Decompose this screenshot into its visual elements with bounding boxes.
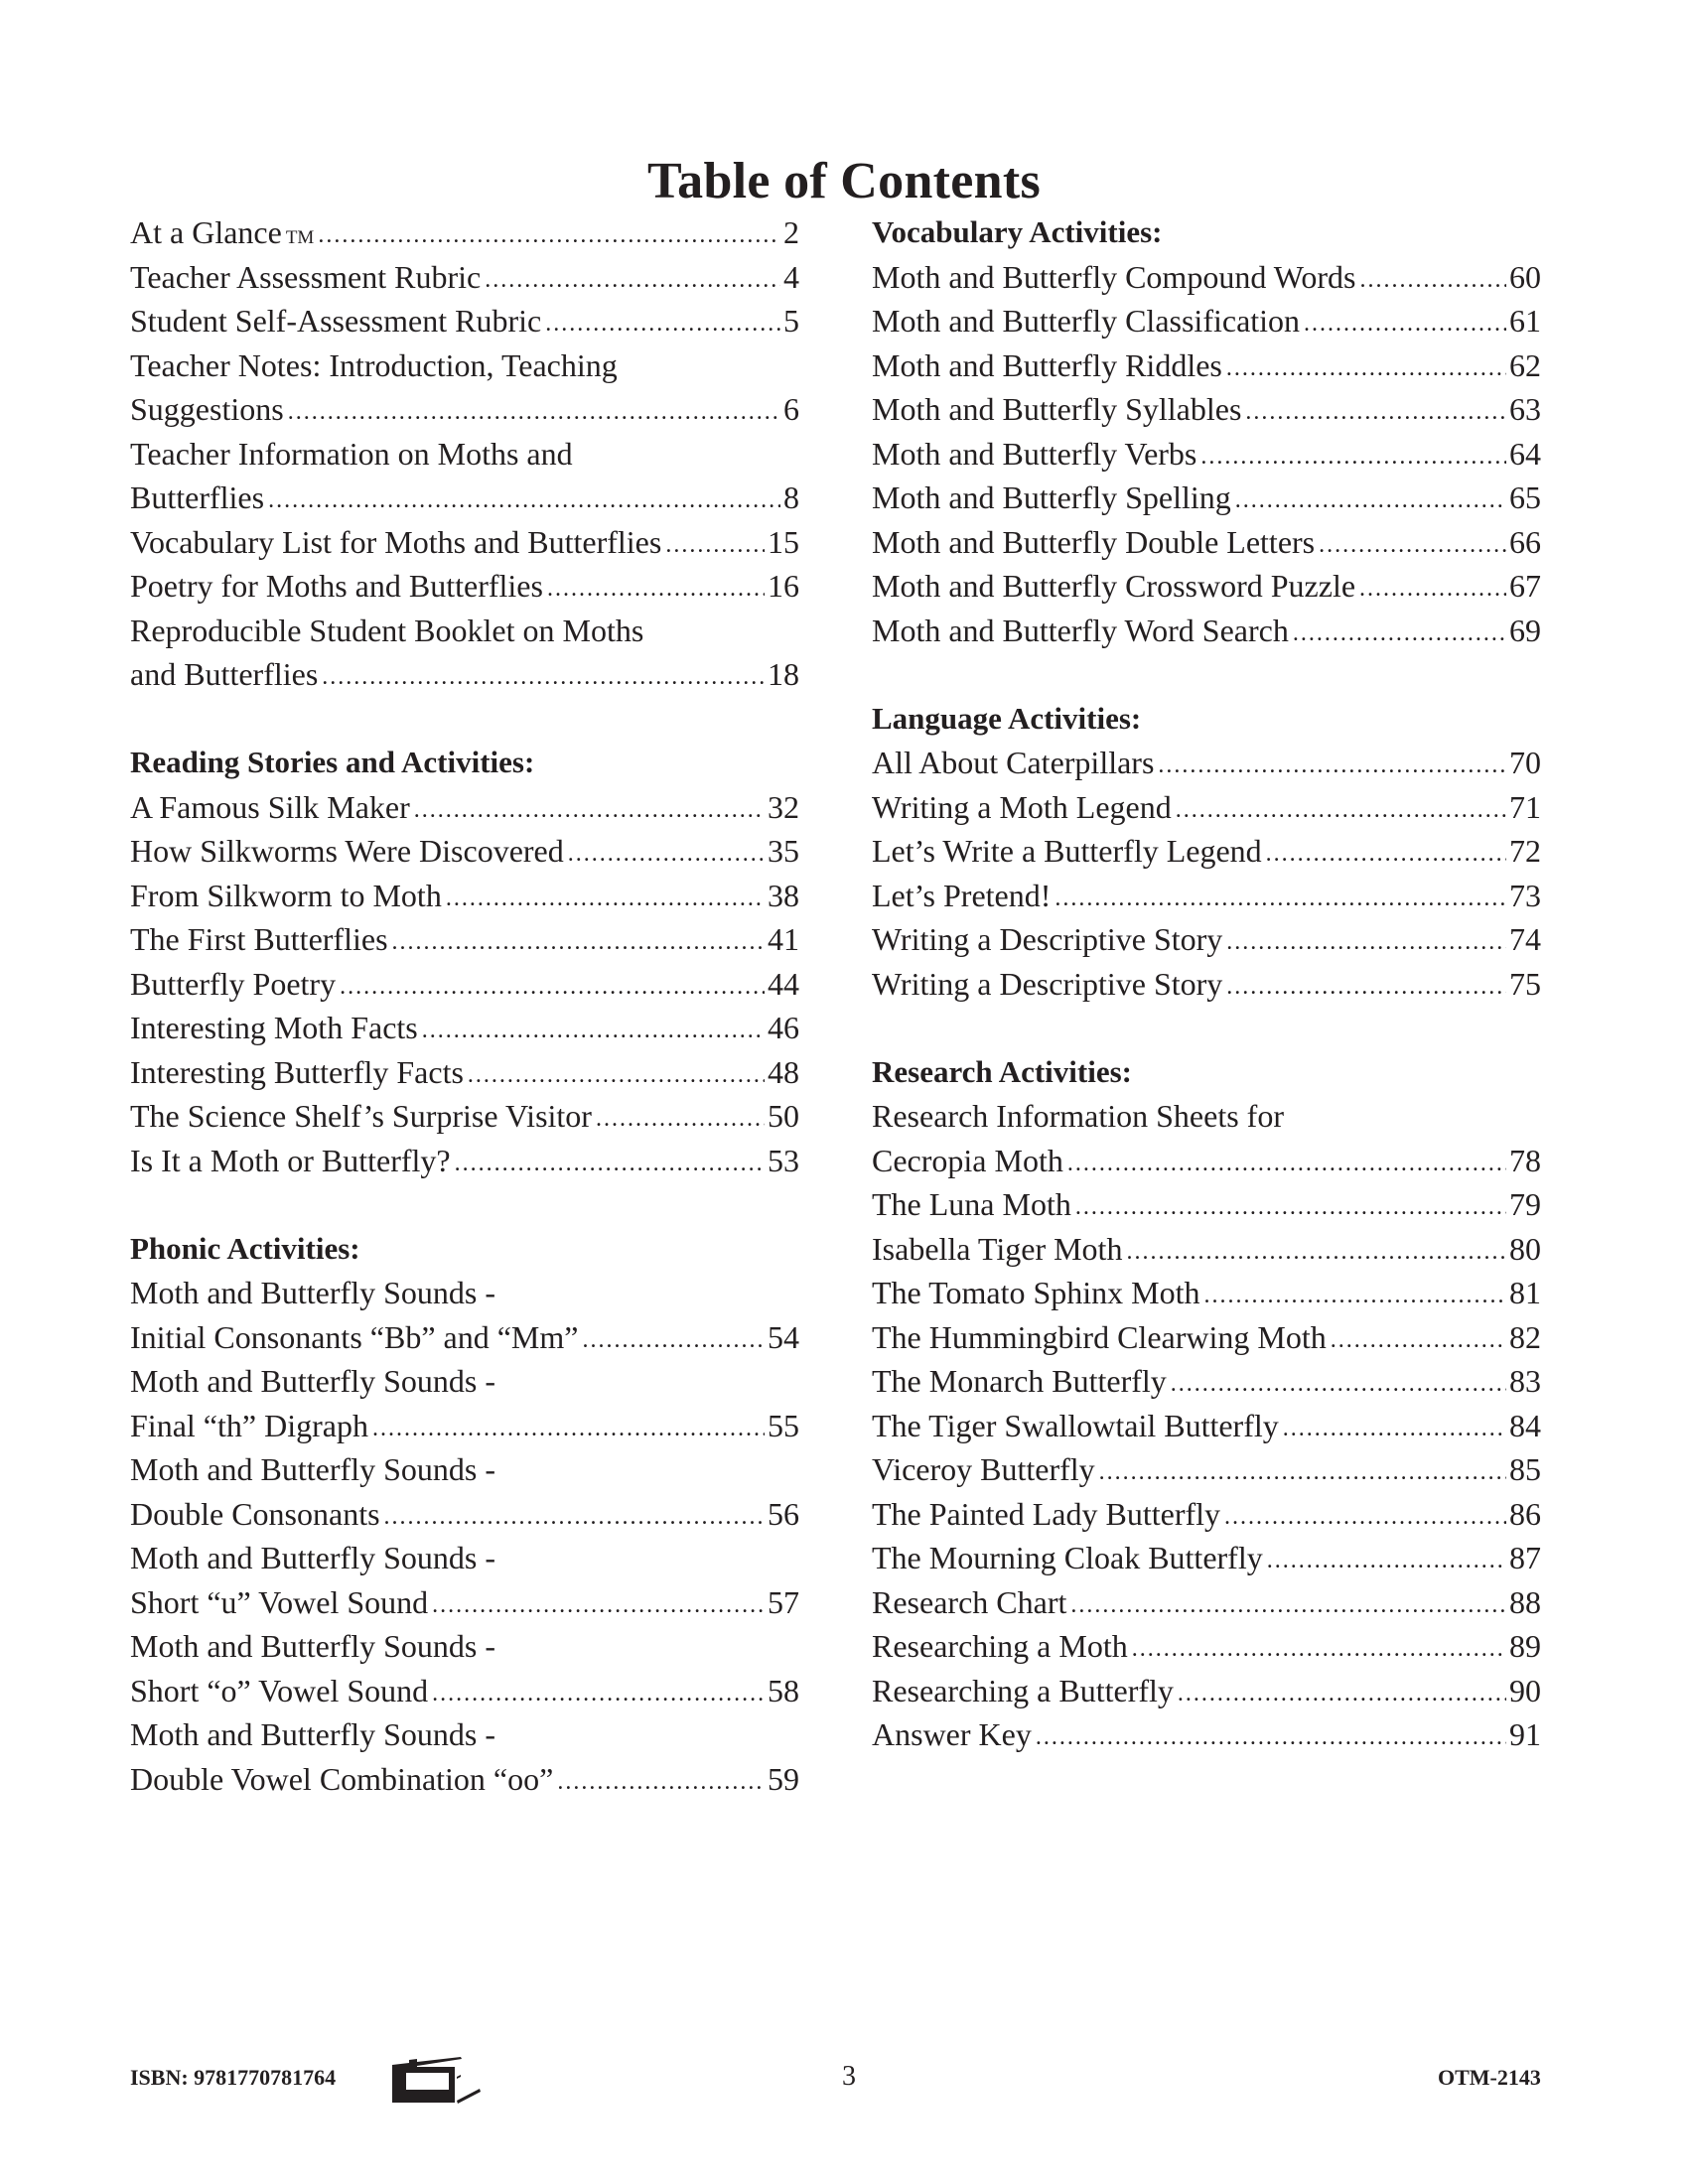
toc-entry[interactable] [130, 1669, 799, 1713]
dot-leader [1266, 832, 1506, 877]
entry-page-number: 62 [1509, 346, 1541, 383]
dot-leader [422, 1009, 765, 1053]
dot-leader [392, 920, 765, 965]
toc-entry[interactable] [872, 387, 1541, 432]
entry-title: Interesting Butterfly Facts [130, 1053, 464, 1090]
section-heading-label: Phonic Activities: [130, 1230, 360, 1266]
entry-title: Moth and Butterfly Syllables [872, 391, 1242, 427]
entry-title: The Tomato Sphinx Moth [872, 1275, 1200, 1310]
entry-page-number: 44 [768, 965, 799, 1002]
entry-title: Writing a Descriptive Story [872, 921, 1223, 957]
entry-page-number: 82 [1509, 1318, 1541, 1355]
toc-entry[interactable] [872, 1227, 1541, 1272]
entry-title: Moth and Butterfly Sounds - [130, 1716, 495, 1752]
section-heading-label: Research Activities: [872, 1053, 1132, 1089]
toc-entry[interactable] [130, 387, 799, 432]
toc-entry[interactable] [872, 1536, 1541, 1580]
entry-page-number: 88 [1509, 1583, 1541, 1620]
entry-title: The Science Shelf’s Surprise Visitor [130, 1098, 592, 1134]
entry-title: From Silkworm to Moth [130, 877, 442, 913]
toc-entry-continued [130, 1359, 799, 1404]
toc-entry[interactable] [130, 1757, 799, 1802]
entry-page-number: 91 [1509, 1716, 1541, 1752]
dot-leader [318, 213, 780, 258]
entry-page-number: 59 [768, 1760, 799, 1797]
entry-title: Moth and Butterfly Sounds - [130, 1628, 495, 1664]
toc-entry-continued [130, 1712, 799, 1757]
entry-page-number: 70 [1509, 745, 1541, 780]
entry-title: Moth and Butterfly Classification [872, 303, 1301, 339]
entry-page-number: 4 [783, 258, 799, 295]
isbn-label: ISBN: 9781770781764 [130, 2065, 337, 2090]
entry-title: A Famous Silk Maker [130, 788, 410, 825]
toc-entry[interactable] [130, 210, 799, 255]
toc-entry[interactable] [872, 255, 1541, 300]
section-heading-label: Reading Stories and Activities: [130, 745, 535, 779]
toc-entry[interactable] [872, 1492, 1541, 1537]
entry-title: Moth and Butterfly Spelling [872, 479, 1231, 515]
entry-page-number: 18 [768, 656, 799, 692]
entry-title: Teacher Notes: Introduction, Teaching [130, 346, 618, 383]
dot-leader [1319, 523, 1506, 568]
photocopier-icon [385, 2057, 485, 2105]
toc-spacer [130, 697, 799, 742]
toc-entry[interactable] [130, 962, 799, 1007]
toc-entry[interactable] [872, 343, 1541, 388]
dot-leader [1075, 1185, 1506, 1230]
toc-entry[interactable] [872, 785, 1541, 830]
dot-leader [1178, 1672, 1506, 1716]
entry-page-number: 81 [1509, 1275, 1541, 1310]
entry-title: The First Butterflies [130, 921, 388, 957]
entry-page-number: 63 [1509, 391, 1541, 427]
entry-title: Moth and Butterfly Word Search [872, 612, 1289, 648]
dot-leader [1200, 435, 1506, 479]
entry-title: Initial Consonants “Bb” and “Mm” [130, 1318, 579, 1355]
entry-page-number: 71 [1509, 788, 1541, 825]
toc-entry[interactable] [872, 917, 1541, 962]
toc-section-heading [872, 697, 1541, 742]
entry-page-number: 53 [768, 1142, 799, 1178]
dot-leader [1099, 1450, 1506, 1495]
entry-title: Writing a Moth Legend [872, 788, 1172, 825]
entry-page-number: 8 [783, 479, 799, 515]
toc-entry[interactable] [130, 520, 799, 565]
section-heading-label: Vocabulary Activities: [872, 214, 1163, 249]
dot-leader [1267, 1539, 1506, 1583]
toc-entry[interactable] [872, 874, 1541, 918]
entry-title: Moth and Butterfly Compound Words [872, 258, 1356, 295]
entry-title: Researching a Moth [872, 1628, 1128, 1664]
entry-page-number: 78 [1509, 1142, 1541, 1178]
entry-page-number: 79 [1509, 1186, 1541, 1222]
entry-page-number: 58 [768, 1672, 799, 1708]
toc-entry-continued [872, 1094, 1541, 1139]
toc-section-heading [130, 1227, 799, 1272]
entry-title: Moth and Butterfly Sounds - [130, 1363, 495, 1399]
dot-leader [1226, 965, 1506, 1010]
entry-title: Let’s Write a Butterfly Legend [872, 833, 1262, 869]
entry-title: Is It a Moth or Butterfly? [130, 1142, 451, 1178]
toc-section-heading [130, 741, 799, 785]
toc-entry[interactable] [872, 520, 1541, 565]
dot-leader [340, 965, 765, 1010]
entry-title: Moth and Butterfly Sounds - [130, 1451, 495, 1487]
entry-title: Moth and Butterfly Crossword Puzzle [872, 568, 1356, 604]
dot-leader [1226, 920, 1506, 965]
toc-entry-continued [130, 432, 799, 477]
entry-title: At a Glance [130, 214, 282, 250]
entry-title: Short “u” Vowel Sound [130, 1583, 429, 1620]
page-footer [0, 2061, 1688, 2105]
toc-entry[interactable] [130, 874, 799, 918]
toc-entry-continued [130, 1536, 799, 1580]
toc-entry[interactable] [872, 1271, 1541, 1315]
entry-page-number: 46 [768, 1010, 799, 1045]
entry-page-number: 61 [1509, 303, 1541, 339]
toc-left-column [130, 210, 799, 1801]
toc-entry[interactable] [872, 962, 1541, 1007]
toc-entry[interactable] [872, 1359, 1541, 1404]
page-title: Table of Contents [646, 152, 1042, 209]
entry-page-number: 90 [1509, 1672, 1541, 1708]
dot-leader [446, 877, 765, 921]
entry-title: Student Self-Assessment Rubric [130, 303, 542, 339]
entry-title: Cecropia Moth [872, 1142, 1063, 1178]
toc-entry[interactable] [130, 1094, 799, 1139]
dot-leader [582, 1318, 765, 1363]
entry-title: Moth and Butterfly Sounds - [130, 1275, 495, 1310]
dot-leader [1304, 302, 1506, 346]
entry-title: Research Information Sheets for [872, 1098, 1284, 1134]
toc-entry[interactable] [130, 652, 799, 697]
entry-page-number: 69 [1509, 612, 1541, 648]
entry-title: Vocabulary List for Moths and Butterflies [130, 523, 662, 560]
toc-entry-continued [130, 343, 799, 388]
dot-leader [468, 1053, 765, 1098]
entry-title: The Tiger Swallowtail Butterfly [872, 1407, 1279, 1443]
entry-title: Answer Key [872, 1716, 1032, 1752]
entry-title: Moth and Butterfly Verbs [872, 435, 1197, 472]
toc-section-heading [872, 1050, 1541, 1095]
dot-leader [432, 1672, 765, 1716]
entry-page-number: 56 [768, 1495, 799, 1532]
toc-entry[interactable] [130, 1315, 799, 1360]
toc-spacer [872, 652, 1541, 697]
entry-title: Interesting Moth Facts [130, 1010, 418, 1045]
toc-entry[interactable] [130, 917, 799, 962]
trademark-mark: TM [285, 227, 315, 248]
dot-leader [1204, 1274, 1507, 1318]
entry-title: Let’s Pretend! [872, 877, 1052, 913]
toc-entry[interactable] [872, 829, 1541, 874]
toc-entry[interactable] [872, 1669, 1541, 1713]
entry-page-number: 73 [1509, 877, 1541, 913]
entry-page-number: 83 [1509, 1363, 1541, 1399]
entry-title: The Mourning Cloak Butterfly [872, 1540, 1263, 1575]
toc-section-heading [872, 210, 1541, 255]
entry-page-number: 74 [1509, 921, 1541, 957]
entry-title: Double Vowel Combination “oo” [130, 1760, 554, 1797]
toc-entry[interactable] [872, 1580, 1541, 1625]
entry-page-number: 64 [1509, 435, 1541, 472]
toc-entry[interactable] [130, 1006, 799, 1050]
dot-leader [665, 523, 765, 568]
entry-title: and Butterflies [130, 656, 319, 692]
dot-leader [288, 390, 780, 435]
toc-entry-continued [130, 609, 799, 653]
entry-page-number: 55 [768, 1407, 799, 1443]
dot-leader [545, 302, 780, 346]
dot-leader [1070, 1583, 1506, 1628]
entry-title: Writing a Descriptive Story [872, 965, 1223, 1002]
toc-entry[interactable] [130, 564, 799, 609]
dot-leader [1235, 478, 1506, 523]
dot-leader [1171, 1362, 1506, 1407]
entry-title: The Hummingbird Clearwing Moth [872, 1318, 1327, 1355]
toc-entry[interactable] [872, 564, 1541, 609]
entry-page-number: 32 [768, 788, 799, 825]
dot-leader [1359, 567, 1506, 612]
dot-leader [384, 1495, 765, 1540]
toc-entry[interactable] [872, 476, 1541, 520]
entry-page-number: 35 [768, 833, 799, 869]
entry-page-number: 38 [768, 877, 799, 913]
entry-title: Double Consonants [130, 1495, 380, 1532]
dot-leader [432, 1583, 765, 1628]
dot-leader [1293, 612, 1506, 656]
toc-entry[interactable] [130, 255, 799, 300]
entry-page-number: 89 [1509, 1628, 1541, 1664]
toc-spacer [872, 1006, 1541, 1050]
entry-page-number: 57 [768, 1583, 799, 1620]
toc-spacer [130, 1182, 799, 1227]
entry-title: Researching a Butterfly [872, 1672, 1174, 1708]
toc-entry[interactable] [872, 1315, 1541, 1360]
dot-leader [372, 1407, 765, 1451]
dot-leader [1176, 788, 1506, 833]
entry-title: Poetry for Moths and Butterflies [130, 568, 543, 604]
entry-title: Moth and Butterfly Sounds - [130, 1540, 495, 1575]
dot-leader [1132, 1627, 1506, 1672]
entry-page-number: 6 [783, 391, 799, 427]
dot-leader [1331, 1318, 1506, 1363]
entry-title: Moth and Butterfly Riddles [872, 346, 1222, 383]
entry-page-number: 67 [1509, 568, 1541, 604]
toc-entry[interactable] [872, 299, 1541, 343]
dot-leader [1126, 1230, 1506, 1275]
toc-entry-continued [130, 1447, 799, 1492]
entry-title: How Silkworms Were Discovered [130, 833, 564, 869]
entry-page-number: 65 [1509, 479, 1541, 515]
entry-page-number: 60 [1509, 258, 1541, 295]
entry-page-number: 15 [768, 523, 799, 560]
entry-page-number: 85 [1509, 1451, 1541, 1487]
entry-title: Butterflies [130, 479, 265, 515]
toc-entry[interactable] [130, 1404, 799, 1448]
entry-page-number: 75 [1509, 965, 1541, 1002]
entry-title: All About Caterpillars [872, 745, 1155, 780]
entry-title: Teacher Information on Moths and [130, 435, 573, 472]
entry-title: The Luna Moth [872, 1186, 1071, 1222]
entry-page-number: 50 [768, 1098, 799, 1134]
section-heading-label: Language Activities: [872, 700, 1142, 736]
dot-leader [1224, 1495, 1506, 1540]
toc-entry[interactable] [872, 1447, 1541, 1492]
entry-title: Final “th” Digraph [130, 1407, 368, 1443]
dot-leader [547, 567, 765, 612]
toc-entry[interactable] [872, 432, 1541, 477]
toc-entry-continued [130, 1624, 799, 1669]
entry-page-number: 48 [768, 1053, 799, 1090]
entry-title: The Monarch Butterfly [872, 1363, 1167, 1399]
entry-page-number: 80 [1509, 1230, 1541, 1267]
entry-title: Teacher Assessment Rubric [130, 258, 482, 295]
dot-leader [414, 788, 765, 833]
toc-entry[interactable] [130, 1580, 799, 1625]
dot-leader [322, 655, 765, 700]
toc-entry[interactable] [130, 1139, 799, 1183]
toc-entry[interactable] [872, 741, 1541, 785]
book-code: OTM-2143 [1438, 2065, 1541, 2090]
entry-title: Moth and Butterfly Double Letters [872, 523, 1316, 560]
entry-title: Isabella Tiger Moth [872, 1230, 1123, 1267]
dot-leader [1245, 390, 1506, 435]
entry-page-number: 86 [1509, 1495, 1541, 1532]
toc-entry[interactable] [872, 1712, 1541, 1757]
toc-entry[interactable] [130, 1492, 799, 1537]
toc-entry[interactable] [130, 829, 799, 874]
dot-leader [1359, 258, 1506, 303]
toc-entry[interactable] [130, 785, 799, 830]
toc-entry[interactable] [130, 476, 799, 520]
toc-right-column [872, 210, 1541, 1757]
dot-leader [485, 258, 780, 303]
entry-page-number: 54 [768, 1318, 799, 1355]
entry-title: Research Chart [872, 1583, 1067, 1620]
toc-entry[interactable] [872, 1624, 1541, 1669]
entry-page-number: 87 [1509, 1540, 1541, 1575]
toc-entry[interactable] [872, 609, 1541, 653]
dot-leader [1036, 1715, 1506, 1760]
entry-page-number: 84 [1509, 1407, 1541, 1443]
entry-title: Reproducible Student Booklet on Moths [130, 612, 644, 648]
dot-leader [1158, 744, 1506, 788]
dot-leader [1226, 346, 1506, 391]
toc-entry[interactable] [872, 1182, 1541, 1227]
toc-entry[interactable] [872, 1404, 1541, 1448]
dot-leader [268, 478, 780, 523]
dot-leader [568, 832, 765, 877]
dot-leader [455, 1142, 765, 1186]
page-number: 3 [842, 2061, 856, 2092]
toc-entry[interactable] [130, 299, 799, 343]
entry-page-number: 16 [768, 568, 799, 604]
toc-entry-continued [130, 1271, 799, 1315]
entry-title: Short “o” Vowel Sound [130, 1672, 429, 1708]
entry-page-number: 66 [1509, 523, 1541, 560]
toc-entry[interactable] [872, 1139, 1541, 1183]
toc-entry[interactable] [130, 1050, 799, 1095]
entry-title: Viceroy Butterfly [872, 1451, 1095, 1487]
entry-page-number: 41 [768, 921, 799, 957]
entry-title: The Painted Lady Butterfly [872, 1495, 1221, 1532]
entry-title: Butterfly Poetry [130, 965, 337, 1002]
dot-leader [1055, 877, 1506, 921]
entry-page-number: 5 [783, 303, 799, 339]
dot-leader [1067, 1142, 1506, 1186]
dot-leader [557, 1760, 765, 1805]
entry-page-number: 72 [1509, 833, 1541, 869]
dot-leader [1283, 1407, 1506, 1451]
entry-page-number: 2 [783, 214, 799, 250]
entry-title: Suggestions [130, 391, 284, 427]
dot-leader [596, 1097, 765, 1142]
